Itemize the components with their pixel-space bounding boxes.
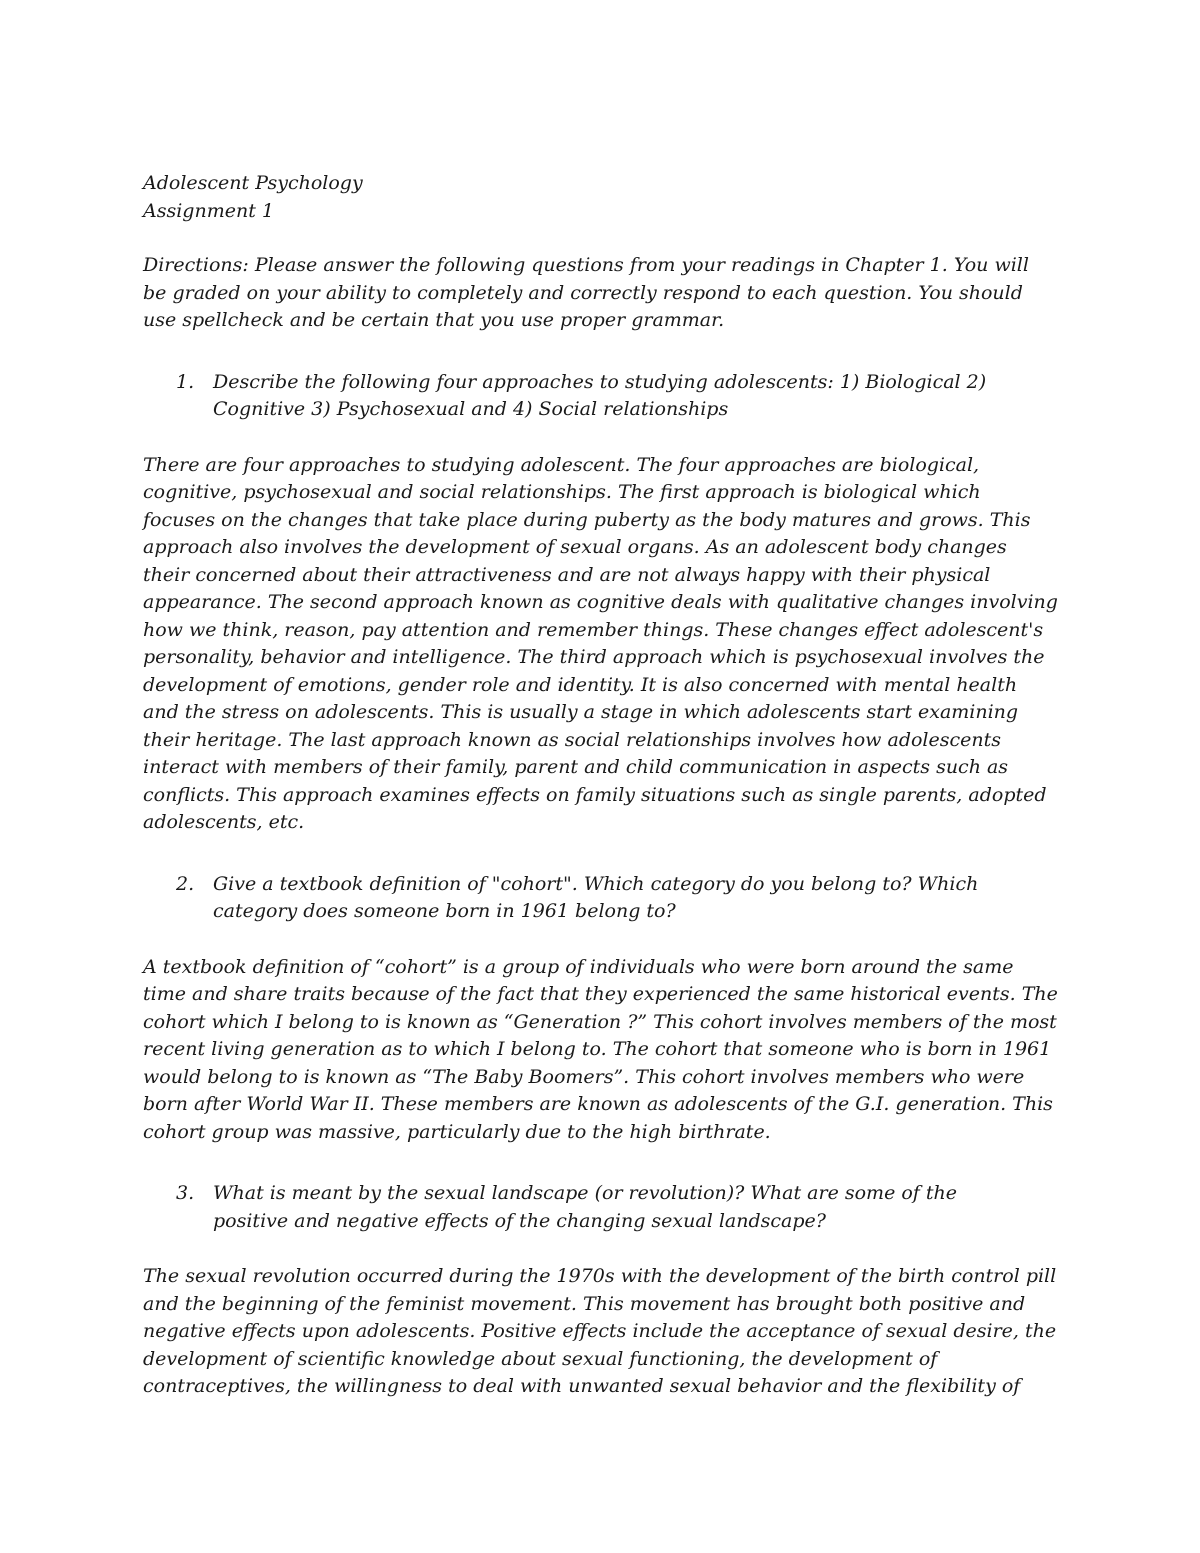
answer-paragraph: There are four approaches to studying adolescent. The four approaches are biological, cognitive, psychosexual and social relationships. The first approach is biological which focuses on the changes that take place during puberty as the body matures and grows. This approach also involves the development of sexual organs. As an adolescent body changes their concerned about their attractiveness and are not always happy with their physical appearance. The second approach known as cognitive deals with qualitative changes involving how we think, reason, pay attention and remember things. These changes effect adolescent's personality, behavior and intelligence. The third approach which is psychosexual involves the development of emotions, gender role and identity. It is also concerned with mental health and the stress on adolescents. This is usually a stage in which adolescents start examining their heritage. The last approach known as social relationships involves how adolescents interact with members of their family, parent and child communication in aspects such as conflicts. This approach examines effects on family situations such as single parents, adopted adolescents, etc. — [143, 453, 1058, 833]
answer-paragraph: The sexual revolution occurred during the 1970s with the development of the birth control pill and the beginning of the feminist movement. This movement has brought both positive and negative effects upon adolescents. Positive effects include the acceptance of sexual desire, the development of scientific knowledge about sexual functioning, the development of contraceptives, the willingness to deal with unwanted sexual behavior and the flexibility of — [143, 1265, 1057, 1397]
question-number: 2. — [176, 872, 195, 895]
question-prompt: What is meant by the sexual landscape (or revolution)? What are some of the positive and negative effects of the changing sexual landscape? — [213, 1182, 957, 1232]
assignment-subtitle: Assignment 1 — [143, 199, 274, 222]
question-item — [143, 369, 1058, 424]
answer-paragraph: A textbook definition of “cohort” is a group of individuals who were born around the same time and share traits because of the fact that they experienced the same historical events. The cohort which I belong to is known as “Generation ?” This cohort involves members of the most recent living generation as to which I belong to. The cohort that someone who is born in 1961 would belong to is known as “The Baby Boomers”. This cohort involves members who were born after World War II. These members are known as adolescents of the G.I. generation. This cohort group was massive, particularly due to the high birthrate. — [143, 955, 1058, 1143]
question-item — [143, 1180, 1058, 1235]
document-title: Adolescent Psychology — [143, 172, 363, 194]
question-prompt: Describe the following four approaches to studying adolescents: 1) Biological 2) Cognitive 3) Psychosexual and 4) Social relationships — [213, 370, 987, 420]
question-number: 3. — [176, 1182, 195, 1204]
directions-paragraph: Directions: Please answer the following questions from your readings in Chapter 1. You will be graded on your ability to completely and correctly respond to each question. You should use spellcheck and be certain that you use proper grammar. — [143, 254, 1029, 331]
document-body — [143, 170, 1058, 1401]
question-item — [143, 871, 1058, 926]
question-prompt: Give a textbook definition of "cohort". Which category do you belong to? Which category does someone born in 1961 belong to? — [213, 872, 979, 922]
question-number: 1. — [176, 370, 195, 393]
